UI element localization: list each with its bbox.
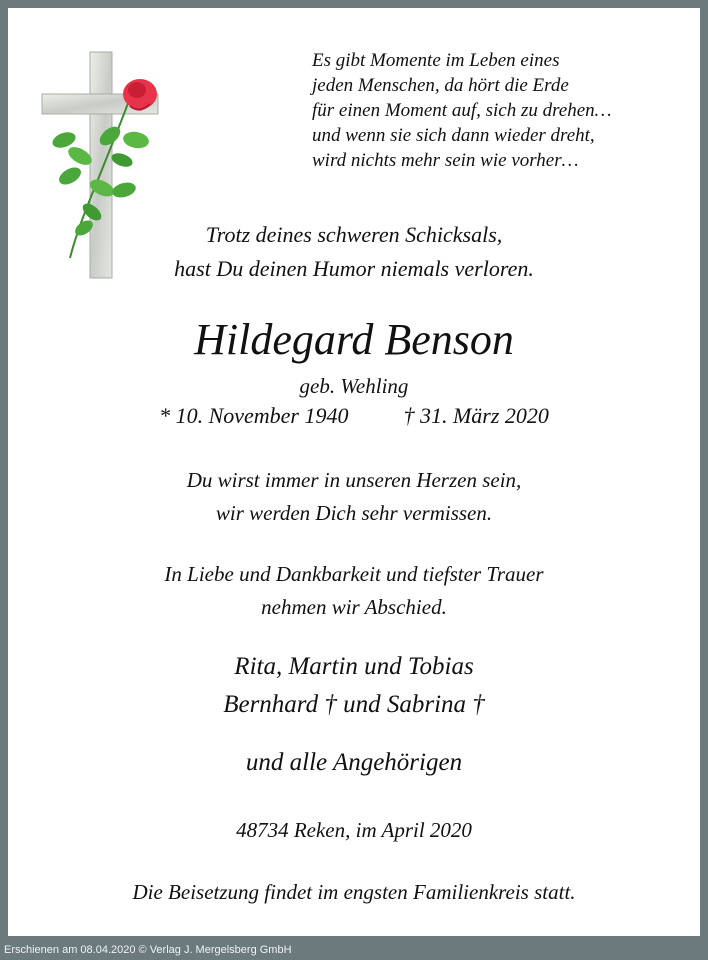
message-remembrance	[8, 464, 700, 530]
mourners	[8, 648, 700, 724]
deceased-name: Hildegard Benson	[194, 315, 514, 364]
obituary-card	[8, 8, 700, 936]
death-date: † 31. März 2020	[403, 403, 549, 428]
other-relatives: und alle Angehörigen	[245, 749, 463, 776]
place-date: 48734 Reken, im April 2020	[236, 818, 472, 842]
mourner-line: Rita, Martin und Tobias	[234, 653, 474, 680]
message-line: In Liebe und Dankbarkeit und tiefster Trauer	[164, 562, 544, 586]
intro-line: hast Du deinen Humor niemals verloren.	[174, 256, 534, 281]
poem-line: Es gibt Momente im Leben eines	[312, 50, 560, 71]
message-line: nehmen wir Abschied.	[261, 595, 447, 619]
birth-date: * 10. November 1940	[159, 403, 349, 428]
poem-line: und wenn sie sich dann wieder dreht,	[312, 125, 595, 146]
message-line: Du wirst immer in unseren Herzen sein,	[186, 468, 522, 492]
message-line: wir werden Dich sehr vermissen.	[215, 501, 493, 525]
publication-footer: Erschienen am 08.04.2020 © Verlag J. Mergelsberg GmbH	[4, 944, 292, 956]
mourner-line: Bernhard † und Sabrina †	[223, 691, 485, 718]
intro-text	[8, 218, 700, 286]
intro-line: Trotz deines schweren Schicksals,	[205, 222, 503, 247]
message-farewell	[8, 558, 700, 624]
poem-line: für einen Moment auf, sich zu drehen…	[312, 100, 612, 121]
life-dates	[8, 402, 700, 430]
poem-line: jeden Menschen, da hört die Erde	[312, 75, 569, 96]
poem	[312, 48, 612, 173]
funeral-note: Die Beisetzung findet im engsten Familienkreis statt.	[132, 880, 576, 904]
poem-line: wird nichts mehr sein wie vorher…	[312, 150, 579, 171]
birth-name: geb. Wehling	[299, 374, 409, 398]
